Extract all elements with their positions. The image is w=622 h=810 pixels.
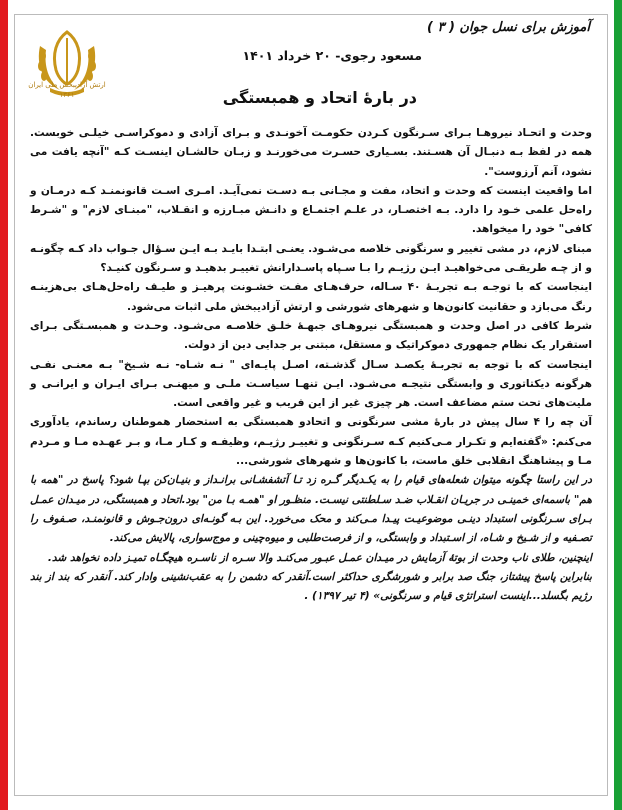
paragraph: اینجاست که با توجه به تجربـهٔ یکصـد سـال گذشـته، اصـل پایـه‌ای " نـه شـاه- نـه شـیخ" بـه معنـی نفـی هرگونه دیکتاتوری و وابستگی نتیجـه می‌شـود. ایـن تنهـا سیاسـت ملـی و میهنـی بـرای ایـران و ایرانـی و ملیت‌های تحت ستم مضاعف است. هر چیزی غیر از این فریب و غیر واقعی است. xyxy=(30,358,592,410)
logo-caption-name: ارتش آزادیبخش ملی ایران xyxy=(28,81,106,89)
article-title: در بارهٔ اتحاد و همبستگی xyxy=(222,88,417,107)
paragraph: شرط کافی در اصل وحدت و همبستگی نیروهـای جبهـهٔ خلـق خلاصـه می‌شـود. وحـدت و همبسـتگی بـرای استقرار یک نظام جمهوری دموکراتیک و مستقل، مبتنی بر جدایی دین از دولت. xyxy=(30,319,592,352)
paragraph: مبنای لازم، در مشی تغییر و سرنگونی خلاصه می‌شـود. یعنـی ابتـدا بایـد بـه ایـن سـؤال جـواب داد کـه چگونـه و از چـه طریقـی می‌خواهیـد ایـن رژیـم را بـا سـپاه پاسـدارانش تغییـر بدهیـد و سـرنگون کنیـد؟ xyxy=(30,242,592,275)
author-date: مسعود رجوی- ۲۰ خرداد ۱۴۰۱ xyxy=(242,48,422,63)
right-green-border xyxy=(614,0,622,810)
left-red-border xyxy=(0,0,8,810)
series-title: آموزش برای نسل جوان ( ۳ ) xyxy=(426,20,590,35)
logo-caption xyxy=(22,80,112,100)
paragraph: اینچنین، طلای ناب وحدت از بوتهٔ آزمایش در میـدان عمـل عبـور می‌کنـد والا سـره از ناسـره هیچگـاه تمیـز داده نخواهد شد. xyxy=(47,551,592,564)
nla-logo-icon xyxy=(26,26,108,118)
paragraph: آن چه را ۴ سال پیش در بارهٔ مشی سرنگونی و اتحادو همبستگی به استحضار هموطنان رساندم، یادآوری می‌کنم: «گفته‌ایم و تکـرار مـی‌کنیم کـه سـرنگونی و تغییـر رژیـم، وظیفـه و کـار مـا، و بـر عهـده مـا و مـردم مـا و پیشاهنگ انقلابی خلق ماست، با کانون‌ها و شهرهای شورشی... xyxy=(30,416,592,468)
paragraph: بنابراین پاسخ پیشتاز، جنگ صد برابر و شورشگری حداکثر است.آنقدر که دشمن را به عقب‌نشینی وادار کند. آنقدر که بند از بند رژیم بگسلد...اینست استراتژی قیام و سرنگونی» (۴ تیر ۱۳۹۷) . xyxy=(30,570,592,603)
paragraph: در این راستا چگونه میتوان شعله‌های قیام را به یکـدیگر گـره زد تـا آتشفشـانی برانـداز و بنیـان‌کن بپـا شود؟ پاسخ در "همه با هم" باسمه‌ای خمینـی در جریـان انقـلاب ضـد سـلطنتی نیسـت. منظـور او "همـه بـا من" بود.اتحاد و همبستگی، در میـدان عمـل بـرای سـرنگونی استبداد دینـی موضوعیـت پیـدا مـی‌کند و محک می‌خورد. این بـه گونـه‌ای درون‌جـوش و قانونمنـد، صـفوف را تصـفیه و از شـیخ و شـاه، از اسـتبداد و وابستگی، و از فرصت‌طلبی و میوه‌چینی و موج‌سواری، پالایش می‌کند. xyxy=(30,474,592,545)
paragraph: اما واقعیت اینست که وحدت و اتحاد، مفت و مجـانی بـه دسـت نمی‌آیـد. امـری اسـت قانونمنـد کـه درمـان و راه‌حل علمی خـود را دارد. بـه اختصـار، در علـم اجتمـاع و دانـش مبـارزه و انقـلاب، "مبنـای لازم" و "شـرط کافی" خود را میخواهد. xyxy=(30,184,592,236)
paragraph: وحدت و اتحـاد نیروهـا بـرای سـرنگون کـردن حکومـت آخونـدی و بـرای آزادی و دموکراسـی خیلـی خوبست. همه در لفظ بـه دنبـال آن هسـتند. بسـیاری حسـرت می‌خورنـد و زبـان حالشـان اینسـت کـه "آنچه یافت می نشود، آنم آرزوست". xyxy=(30,127,592,178)
logo-caption-year: ۱۳۶۱ xyxy=(59,91,75,99)
article-body xyxy=(30,124,592,606)
paragraph: اینجاست که با توجـه بـه تجربـهٔ ۴۰ سـاله، حرف‌هـای مفـت خشـونت پرهیـز و طیـف راه‌حل‌هـای بی‌هزینـه رنگ می‌بازد و حقانیت کانون‌ها و شهرهای شورشی و ارتش آزادیبخش ملی اثبات می‌شود. xyxy=(30,281,592,313)
